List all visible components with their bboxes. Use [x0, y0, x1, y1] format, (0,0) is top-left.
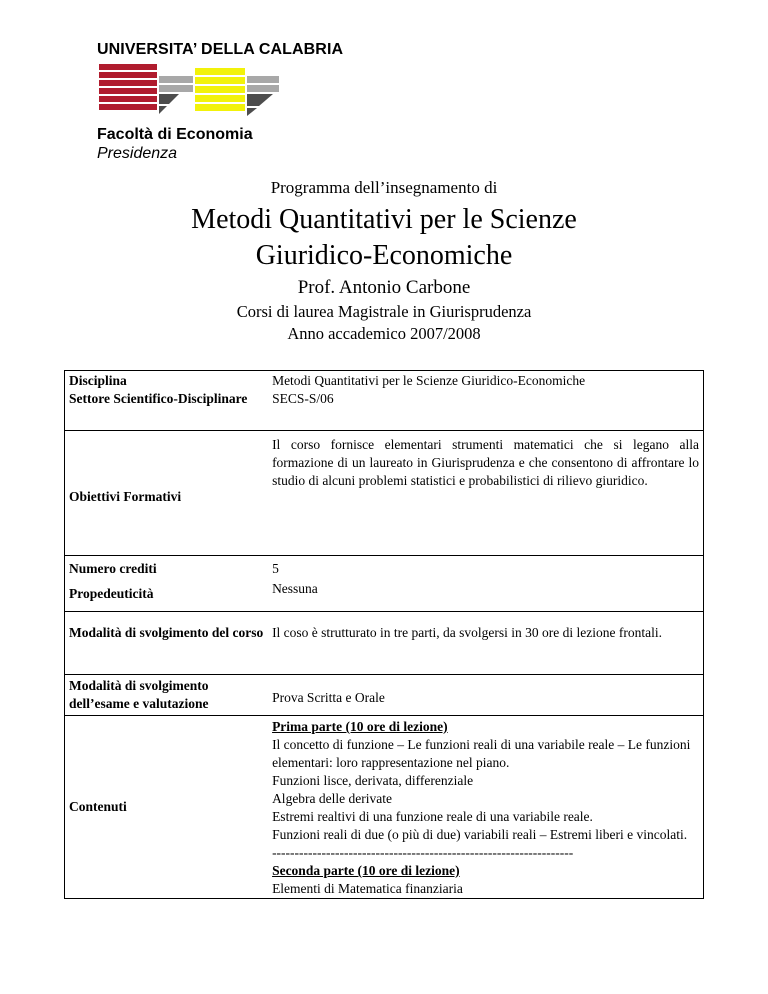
value-disciplina: Metodi Quantitativi per le Scienze Giuridico-Economiche — [268, 371, 703, 391]
part1-line: Funzioni reali di due (o più di due) variabili reali – Estremi liberi e vincolati. — [272, 827, 688, 842]
program-table — [64, 370, 704, 899]
part1-line: Algebra delle derivate — [272, 791, 393, 806]
value-contenuti — [268, 716, 703, 899]
course-title-line2: Giuridico-Economiche — [255, 240, 513, 271]
value-obiettivi: Il corso fornisce elementari strumenti matematici che si legano alla formazione di un laureato in Giurisprudenza e che consentono di affrontare lo studio di alcuni problemi statistici e probabilistici di rilievo giuridico. — [268, 431, 703, 556]
separator: ------------------------------------------------------------------- — [272, 845, 574, 860]
label-svolgimento-esame: Modalità di svolgimento dell’esame e valutazione — [65, 675, 269, 716]
intro-line: Programma dell’insegnamento di — [270, 178, 498, 197]
row-svolgimento-corso — [65, 612, 704, 675]
row-propedeuticita — [65, 580, 704, 612]
value-svolgimento-esame: Prova Scritta e Orale — [268, 675, 703, 716]
part1-line: Estremi realtivi di una funzione reale di una variabile reale. — [272, 809, 593, 824]
office-name: Presidenza — [97, 145, 178, 162]
university-name: UNIVERSITA’ DELLA CALABRIA — [97, 41, 344, 58]
label-crediti: Numero crediti — [65, 556, 269, 581]
part1-line: Il concetto di funzione – Le funzioni reali di una variabile reale – Le funzioni elementari: loro rappresentazione nel piano. — [272, 737, 691, 770]
part1-title: Prima parte (10 ore di lezione) — [272, 719, 448, 734]
label-svolgimento-corso: Modalità di svolgimento del corso — [65, 612, 269, 675]
row-disciplina — [65, 371, 704, 391]
course-title-line1: Metodi Quantitativi per le Scienze — [191, 204, 577, 235]
value-svolgimento-corso: Il coso è strutturato in tre parti, da svolgersi in 30 ore di lezione frontali. — [268, 612, 703, 675]
label-disciplina: Disciplina — [65, 371, 269, 391]
row-crediti — [65, 556, 704, 581]
label-propedeuticita: Propedeuticità — [65, 580, 269, 612]
professor-name: Prof. Antonio Carbone — [297, 277, 471, 298]
label-obiettivi: Obiettivi Formativi — [65, 431, 269, 556]
faculty-name: Facoltà di Economia — [97, 126, 253, 143]
academic-year: Anno accademico 2007/2008 — [287, 324, 481, 343]
label-settore: Settore Scientifico-Disciplinare — [65, 390, 269, 431]
value-propedeuticita: Nessuna — [268, 580, 703, 612]
row-svolgimento-esame — [65, 675, 704, 716]
row-settore — [65, 390, 704, 431]
logo-yellow-bars — [195, 68, 245, 111]
row-obiettivi — [65, 431, 704, 556]
label-contenuti: Contenuti — [65, 716, 269, 899]
logo-right-bars — [247, 76, 279, 116]
value-settore: SECS-S/06 — [268, 390, 703, 431]
part2-line: Elementi di Matematica finanziaria — [272, 881, 463, 896]
part1-line: Funzioni lisce, derivata, differenziale — [272, 773, 474, 788]
degree-course: Corsi di laurea Magistrale in Giurisprudenza — [236, 302, 532, 321]
logo-red-bars — [99, 64, 157, 110]
value-crediti: 5 — [268, 556, 703, 581]
part2-title: Seconda parte (10 ore di lezione) — [272, 863, 460, 878]
row-contenuti — [65, 716, 704, 899]
university-logo — [97, 64, 283, 122]
logo-gray-bars — [159, 76, 193, 114]
